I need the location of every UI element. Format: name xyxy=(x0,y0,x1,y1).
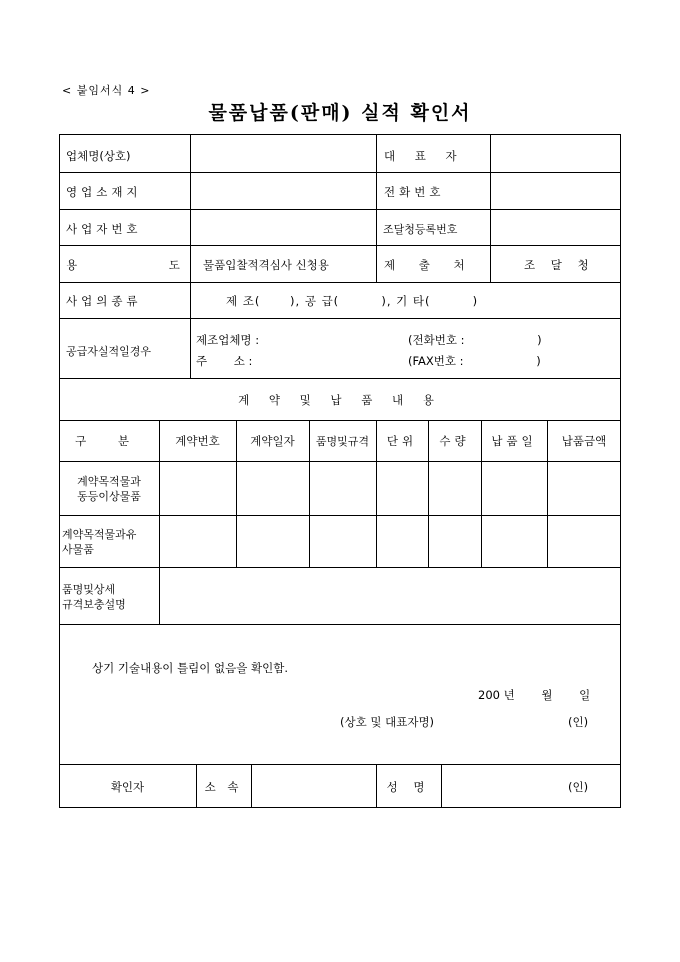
form-table xyxy=(59,134,621,808)
name-label: 성 명 xyxy=(386,780,431,794)
address-label: 주 소 : xyxy=(196,354,253,368)
rule xyxy=(441,764,442,808)
rule xyxy=(59,461,621,462)
header-unit: 단위 xyxy=(386,434,418,448)
procurement-reg-label: 조달청등록번호 xyxy=(383,223,458,236)
rule xyxy=(159,420,160,624)
row-similar-label-2: 사물품 xyxy=(62,543,94,556)
rule xyxy=(59,378,621,379)
header-delivery-date: 납품일 xyxy=(491,434,537,448)
confirmation-seal: (인) xyxy=(568,715,589,729)
header-contract-date: 계약일자 xyxy=(250,434,295,448)
company-name-label: 업체명(상호) xyxy=(66,149,131,163)
maker-name-label: 제조업체명 : xyxy=(196,333,260,347)
submit-to-value: 조 달 청 xyxy=(524,258,595,272)
header-quantity: 수량 xyxy=(439,434,470,448)
contract-section-heading: 계 약 및 납 품 내 용 xyxy=(238,393,442,407)
header-delivery-amount: 납품금액 xyxy=(561,434,607,448)
business-location-label: 영업소재지 xyxy=(66,185,142,199)
confirmation-date: 200 년 월 일 xyxy=(478,688,591,702)
page-title: 물품납품(판매) 실적 확인서 xyxy=(208,102,472,124)
rule xyxy=(59,318,621,319)
phone-label: 전화번호 xyxy=(384,185,445,199)
rule xyxy=(59,624,621,625)
confirmation-statement: 상기 기술내용이 틀림이 없음을 확인함. xyxy=(92,661,289,675)
header-category: 구 분 xyxy=(75,434,143,448)
rule xyxy=(59,209,621,210)
rule xyxy=(251,764,252,808)
maker-phone-label: (전화번호 : ) xyxy=(408,333,542,347)
rule xyxy=(59,515,621,516)
representative-label: 대 표 자 xyxy=(384,149,465,163)
confirmer-label: 확인자 xyxy=(110,780,145,794)
row-similar-label-1: 계약목적물과유 xyxy=(62,528,137,541)
row-equivalent-label-2: 동등이상물품 xyxy=(77,490,141,503)
rule xyxy=(59,172,621,173)
form-reference: < 붙임서식 4 > xyxy=(62,84,151,97)
header-contract-number: 계약번호 xyxy=(175,434,220,448)
business-number-label: 사업자번호 xyxy=(66,222,142,236)
rule xyxy=(59,567,621,568)
confirmation-signer: (상호 및 대표자명) xyxy=(340,715,435,729)
confirmer-seal: (인) xyxy=(568,780,589,794)
purpose-value: 물품입찰적격심사 신청용 xyxy=(203,258,329,272)
affiliation-label: 소 속 xyxy=(204,780,243,794)
rule xyxy=(59,245,621,246)
rule xyxy=(490,134,491,282)
purpose-label: 용 도 xyxy=(66,258,224,272)
fax-label: (FAX번호 : ) xyxy=(408,354,541,368)
rule xyxy=(376,134,377,282)
rule xyxy=(59,764,621,765)
rule xyxy=(59,420,621,421)
header-item-spec: 품명및규격 xyxy=(315,435,370,448)
rule xyxy=(59,282,621,283)
business-type-label: 사업의종류 xyxy=(66,294,142,308)
row-spec-label-1: 품명및상세 xyxy=(62,583,116,596)
supplier-label: 공급자실적일경우 xyxy=(66,345,152,358)
business-type-value: 제 조( ), 공 급( ), 기 타( ) xyxy=(226,294,479,308)
submit-to-label: 제 출 처 xyxy=(384,258,475,272)
row-spec-label-2: 규격보충설명 xyxy=(62,598,126,611)
row-equivalent-label-1: 계약목적물과 xyxy=(77,475,141,488)
